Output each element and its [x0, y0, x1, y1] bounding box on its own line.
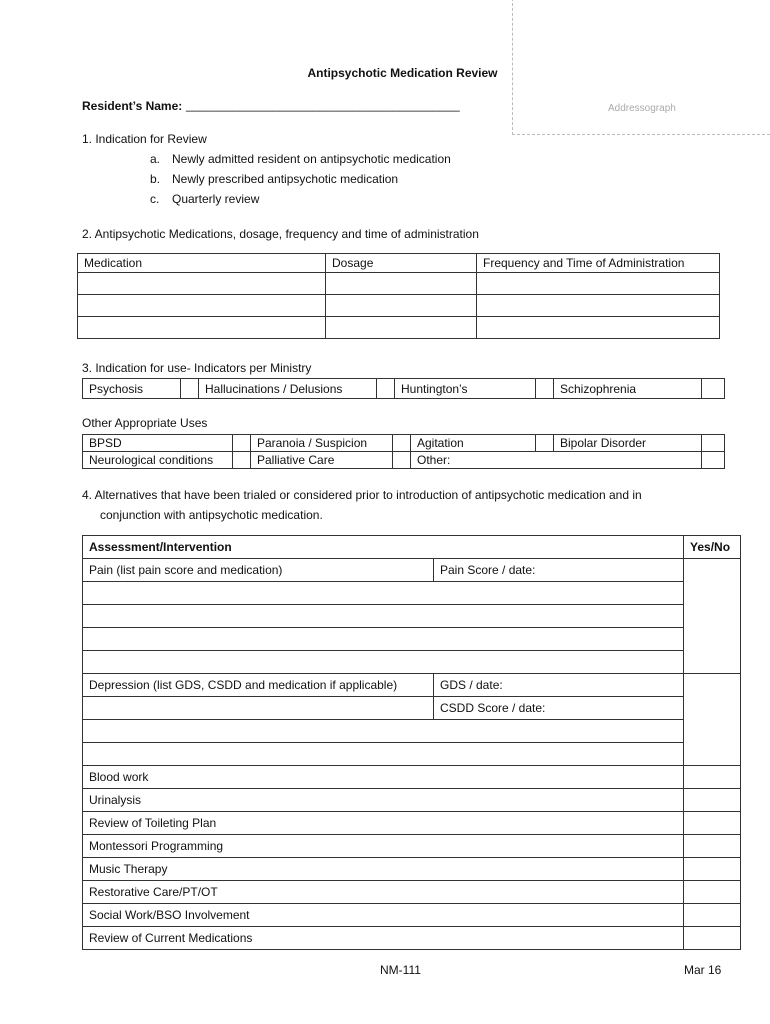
item-marker: a.: [150, 152, 161, 166]
frequency-cell[interactable]: [477, 317, 720, 339]
medications-table: [77, 253, 720, 339]
intervention-label: Blood work: [83, 766, 684, 789]
form-title: Antipsychotic Medication Review: [307, 66, 498, 80]
indicator-label: Hallucinations / Delusions: [199, 379, 377, 399]
use-checkbox[interactable]: [393, 435, 411, 452]
dosage-cell[interactable]: [326, 317, 477, 339]
use-label: Agitation: [411, 435, 536, 452]
frequency-cell[interactable]: [477, 295, 720, 317]
pain-notes-row[interactable]: [83, 605, 684, 628]
indicator-checkbox[interactable]: [536, 379, 554, 399]
form-code: NM-111: [380, 963, 421, 977]
col-dosage: Dosage: [326, 254, 477, 273]
section3-heading: 3. Indication for use- Indicators per Ministry: [82, 361, 312, 375]
yesno-cell[interactable]: [684, 858, 741, 881]
indication-text: Newly prescribed antipsychotic medication: [172, 172, 399, 186]
indicator-label: Huntington’s: [395, 379, 536, 399]
dosage-cell[interactable]: [326, 273, 477, 295]
pain-notes-row[interactable]: [83, 651, 684, 674]
col-yesno: Yes/No: [684, 536, 741, 559]
indication-item: [150, 192, 159, 206]
use-label: Palliative Care: [251, 452, 393, 469]
depression-notes-row[interactable]: [83, 697, 434, 720]
use-checkbox[interactable]: [536, 435, 554, 452]
indication-item: [150, 172, 160, 186]
other-uses-table: [82, 434, 725, 469]
other-use-field[interactable]: Other:: [411, 452, 702, 469]
use-label: Neurological conditions: [83, 452, 233, 469]
intervention-label: Montessori Programming: [83, 835, 684, 858]
medication-cell[interactable]: [78, 317, 326, 339]
indicator-checkbox[interactable]: [702, 379, 725, 399]
indicator-label: Schizophrenia: [554, 379, 702, 399]
use-checkbox[interactable]: [233, 452, 251, 469]
depression-notes-row[interactable]: [83, 720, 684, 743]
use-label: BPSD: [83, 435, 233, 452]
pain-notes-row[interactable]: [83, 628, 684, 651]
yesno-cell[interactable]: [684, 766, 741, 789]
medication-cell[interactable]: [78, 295, 326, 317]
depression-yesno-cell[interactable]: [684, 674, 741, 766]
col-assessment: Assessment/Intervention: [83, 536, 684, 559]
intervention-label: Restorative Care/PT/OT: [83, 881, 684, 904]
indicator-label: Psychosis: [83, 379, 181, 399]
ministry-indicators-table: [82, 378, 725, 399]
other-uses-heading: Other Appropriate Uses: [82, 416, 208, 430]
pain-label: Pain (list pain score and medication): [83, 559, 434, 582]
intervention-label: Review of Current Medications: [83, 927, 684, 950]
yesno-cell[interactable]: [684, 789, 741, 812]
pain-yesno-cell[interactable]: [684, 559, 741, 674]
yesno-cell[interactable]: [684, 927, 741, 950]
yesno-cell[interactable]: [684, 881, 741, 904]
col-medication: Medication: [78, 254, 326, 273]
use-label: Bipolar Disorder: [554, 435, 702, 452]
indication-text: Quarterly review: [172, 192, 260, 206]
csdd-field[interactable]: CSDD Score / date:: [434, 697, 684, 720]
medication-cell[interactable]: [78, 273, 326, 295]
alternatives-table: [82, 535, 741, 950]
indication-text: Newly admitted resident on antipsychotic medication: [172, 152, 451, 166]
use-checkbox[interactable]: [233, 435, 251, 452]
indication-item: [150, 152, 160, 166]
item-marker: b.: [150, 172, 161, 186]
intervention-label: Social Work/BSO Involvement: [83, 904, 684, 927]
use-label: Paranoia / Suspicion: [251, 435, 393, 452]
addressograph-label: Addressograph: [608, 103, 676, 114]
use-checkbox[interactable]: [393, 452, 411, 469]
resident-name-label: Resident’s Name:: [82, 99, 183, 113]
indicator-checkbox[interactable]: [377, 379, 395, 399]
section4-heading-cont: conjunction with antipsychotic medication.: [100, 508, 323, 522]
depression-notes-row[interactable]: [83, 743, 684, 766]
intervention-label: Music Therapy: [83, 858, 684, 881]
section4-heading: 4. Alternatives that have been trialed or considered prior to introduction of antipsychotic medication and in: [82, 488, 642, 502]
yesno-cell[interactable]: [684, 835, 741, 858]
frequency-cell[interactable]: [477, 273, 720, 295]
dosage-cell[interactable]: [326, 295, 477, 317]
yesno-cell[interactable]: [684, 812, 741, 835]
indicator-checkbox[interactable]: [181, 379, 199, 399]
pain-notes-row[interactable]: [83, 582, 684, 605]
use-checkbox[interactable]: [702, 452, 725, 469]
item-marker: c.: [150, 192, 160, 206]
form-date: Mar 16: [684, 963, 722, 977]
resident-name-field[interactable]: _________________________________________: [186, 98, 460, 112]
intervention-label: Review of Toileting Plan: [83, 812, 684, 835]
gds-field[interactable]: GDS / date:: [434, 674, 684, 697]
intervention-label: Urinalysis: [83, 789, 684, 812]
yesno-cell[interactable]: [684, 904, 741, 927]
section1-heading: 1. Indication for Review: [82, 132, 207, 146]
depression-label: Depression (list GDS, CSDD and medication if applicable): [83, 674, 434, 697]
pain-score-field[interactable]: Pain Score / date:: [434, 559, 684, 582]
use-checkbox[interactable]: [702, 435, 725, 452]
col-frequency: Frequency and Time of Administration: [477, 254, 720, 273]
section2-heading: 2. Antipsychotic Medications, dosage, frequency and time of administration: [82, 227, 479, 241]
